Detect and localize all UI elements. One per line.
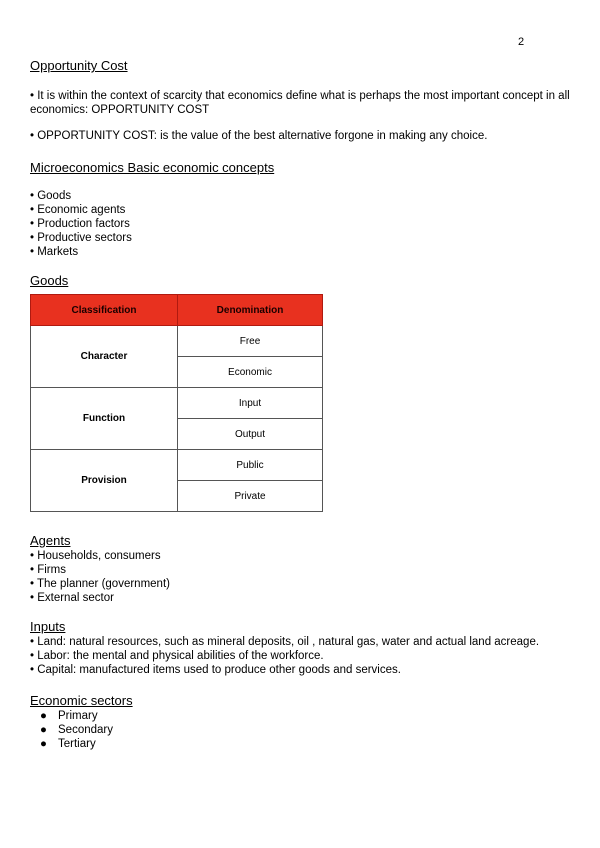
- denomination-cell: Private: [178, 481, 323, 512]
- denomination-cell: Input: [178, 388, 323, 419]
- list-item-label: Primary: [58, 710, 98, 722]
- table-header-row: [31, 295, 323, 326]
- opportunity-cost-paragraph-2: • OPPORTUNITY COST: is the value of the best alternative forgone in making any choice.: [30, 130, 488, 142]
- agents-list: [30, 549, 170, 605]
- economic-sectors-heading: Economic sectors: [30, 693, 133, 708]
- list-item: • Productive sectors: [30, 232, 132, 244]
- classification-cell: Character: [31, 326, 178, 388]
- inputs-list: [30, 635, 539, 677]
- microeconomics-heading: Microeconomics Basic economic concepts: [30, 160, 275, 175]
- bullet-icon: ●: [40, 710, 47, 722]
- list-item: • Labor: the mental and physical abilities of the workforce.: [30, 650, 324, 662]
- list-item: • Markets: [30, 246, 79, 258]
- agents-heading: Agents: [30, 533, 71, 548]
- classification-cell: Function: [31, 388, 178, 450]
- list-item: • Goods: [30, 190, 72, 202]
- microeconomics-list: [30, 189, 132, 259]
- page-number: 2: [518, 36, 525, 48]
- denomination-cell: Output: [178, 419, 323, 450]
- opportunity-cost-heading: Opportunity Cost: [30, 58, 128, 73]
- list-item: • The planner (government): [30, 578, 170, 590]
- denomination-cell: Public: [178, 450, 323, 481]
- classification-cell: Provision: [31, 450, 178, 512]
- list-item-label: Secondary: [58, 724, 113, 736]
- table-header-classification: Classification: [31, 295, 178, 326]
- list-item: [40, 709, 113, 723]
- list-item: • Economic agents: [30, 204, 126, 216]
- bullet-icon: ●: [40, 738, 47, 750]
- list-item: • Production factors: [30, 218, 130, 230]
- table-header-denomination: Denomination: [178, 295, 323, 326]
- bullet-icon: ●: [40, 724, 47, 736]
- inputs-heading: Inputs: [30, 619, 66, 634]
- list-item: • Land: natural resources, such as mineral deposits, oil , natural gas, water and actual land acreage.: [30, 636, 540, 648]
- opportunity-cost-paragraph-1: • It is within the context of scarcity that economics define what is perhaps the most important concept in all economics: OPPORTUNITY COST: [30, 90, 570, 116]
- denomination-cell: Economic: [178, 357, 323, 388]
- list-item: • External sector: [30, 592, 114, 604]
- list-item: • Firms: [30, 564, 66, 576]
- list-item: [40, 737, 113, 751]
- table-row: [31, 326, 323, 357]
- table-row: [31, 450, 323, 481]
- list-item-label: Tertiary: [58, 738, 96, 750]
- list-item: • Households, consumers: [30, 550, 161, 562]
- list-item: [40, 723, 113, 737]
- denomination-cell: Free: [178, 326, 323, 357]
- goods-table: [30, 294, 323, 512]
- goods-heading: Goods: [30, 273, 69, 288]
- economic-sectors-list: [40, 709, 113, 751]
- list-item: • Capital: manufactured items used to produce other goods and services.: [30, 664, 401, 676]
- table-row: [31, 388, 323, 419]
